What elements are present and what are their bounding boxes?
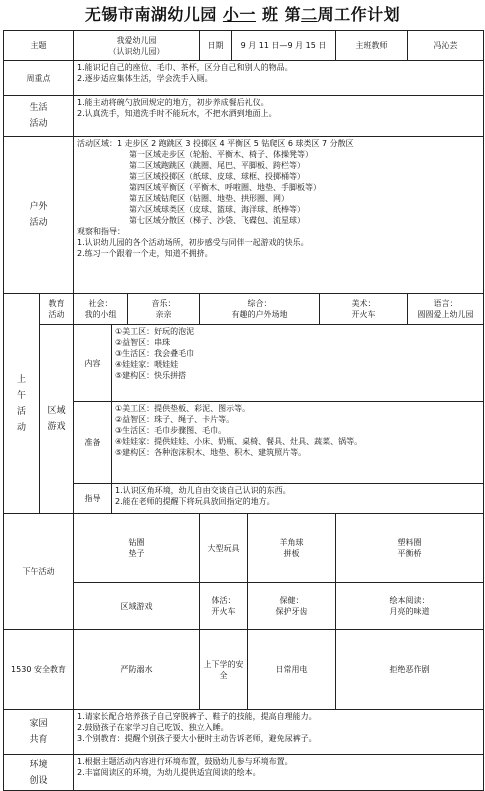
home-label-1: 家园 bbox=[29, 719, 48, 729]
title-di: 第 bbox=[284, 5, 302, 24]
life-line: 1.能主动将碗勺放回规定的地方，初步养成餐后礼仪。 bbox=[77, 98, 269, 107]
prep-line: ⑤建构区：各种泡沫积木、地垫、积木、建筑照片等。 bbox=[115, 448, 307, 457]
content-line: ⑤建构区：快乐拼搭 bbox=[115, 371, 187, 380]
title-week: 二 bbox=[301, 5, 318, 24]
info-row bbox=[4, 31, 484, 61]
edu-subject-topic: 开火车 bbox=[351, 310, 376, 319]
area-label bbox=[40, 325, 74, 514]
afternoon-label: 下午活动 bbox=[4, 514, 74, 630]
life-label-2: 活动 bbox=[29, 119, 48, 129]
outdoor-zone: 第一区域走步区（轮胎、平衡木、椅子、体操凳等） bbox=[129, 150, 313, 159]
safety-item: 严防溺水 bbox=[74, 630, 200, 710]
afternoon-cell-a: 大型玩具 bbox=[207, 543, 240, 553]
edu-subject bbox=[200, 294, 320, 325]
afternoon-cell-a: 羊角球 bbox=[279, 538, 304, 547]
teacher-label: 主班教师 bbox=[336, 31, 408, 61]
outdoor-zone: 第二区域跑跳区（跳圈、尾巴、平脚板、跨栏等） bbox=[129, 161, 305, 170]
morning-label bbox=[4, 294, 40, 514]
theme-line2: （认识幼儿园） bbox=[108, 46, 165, 56]
edu-subject-topic: 我的小组 bbox=[84, 310, 117, 319]
home-label-2: 共育 bbox=[29, 735, 48, 745]
afternoon-cell bbox=[200, 583, 248, 630]
plan-table bbox=[3, 30, 484, 791]
life-label-1: 生活 bbox=[29, 103, 48, 113]
edu-subject bbox=[320, 294, 408, 325]
afternoon-cell-b: 开火车 bbox=[211, 607, 236, 616]
outdoor-content bbox=[74, 137, 484, 294]
date-label: 日期 bbox=[200, 31, 232, 61]
outdoor-zone: 第三区域投掷区（纸球、皮球、球框、投掷桶等） bbox=[129, 172, 305, 181]
area-content bbox=[112, 325, 484, 402]
outdoor-intro: 活动区域：1 走步区 2 跑跳区 3 投掷区 4 平衡区 5 钻爬区 6 球类区 7 分散区 bbox=[77, 139, 354, 148]
afternoon-row-2 bbox=[4, 583, 484, 630]
afternoon-cell-b: 保护牙齿 bbox=[275, 607, 308, 616]
prep-line: ③生活区：毛巾步骤图、毛巾。 bbox=[115, 426, 227, 435]
outdoor-zone: 第五区域钻爬区（钻圈、地垫、拱形圈、网） bbox=[129, 194, 289, 203]
focus-row bbox=[4, 61, 484, 96]
guide-line: 2.能在老师的提醒下将玩具放回指定的地方。 bbox=[115, 497, 275, 506]
theme-line1: 我爱幼儿园 bbox=[116, 35, 157, 45]
edu-row bbox=[4, 294, 484, 325]
afternoon-cell-a: 钻圈 bbox=[128, 538, 145, 547]
edu-subject-name: 综合： bbox=[247, 299, 272, 308]
area-guide-row bbox=[4, 484, 484, 514]
outdoor-label-1: 户外 bbox=[29, 202, 48, 212]
area-content-row bbox=[4, 325, 484, 402]
content-line: ②益智区：串珠 bbox=[115, 338, 171, 347]
edu-subject bbox=[128, 294, 200, 325]
morning-label-char: 午 bbox=[16, 390, 26, 401]
outdoor-guide-line: 2.练习一个跟着一个走，知道不拥挤。 bbox=[77, 249, 213, 258]
edu-subject-name: 社会： bbox=[88, 299, 113, 308]
prep-line: ④娃娃家：提供娃娃、小床、奶瓶、桌椅、餐具、灶具、蔬菜、锅等。 bbox=[115, 437, 363, 446]
title-rest: 周工作计划 bbox=[317, 5, 401, 24]
afternoon-cell bbox=[248, 583, 336, 630]
afternoon-cell-b: 月亮的味道 bbox=[389, 607, 430, 616]
safety-item: 日常用电 bbox=[248, 630, 336, 710]
env-label-2: 创设 bbox=[29, 775, 48, 786]
area-label-1: 区域 bbox=[47, 406, 66, 416]
home-row bbox=[4, 710, 484, 755]
home-label bbox=[4, 710, 74, 755]
theme-value bbox=[74, 31, 200, 61]
area-guide bbox=[112, 484, 484, 514]
afternoon-cell-a: 体活： bbox=[211, 596, 236, 605]
home-line: 2.鼓励孩子在家学习自己吃饭、独立入睡。 bbox=[77, 723, 229, 732]
env-line: 1.根据主题活动内容进行环境布置，鼓励幼儿参与环境布置。 bbox=[77, 757, 293, 766]
afternoon-cell-a: 塑料圈 bbox=[397, 538, 422, 547]
afternoon-cell bbox=[248, 514, 336, 583]
focus-line: 2.逐步适应集体生活，学会洗手入厕。 bbox=[77, 74, 213, 83]
afternoon-cell bbox=[74, 583, 200, 630]
afternoon-cell-b: 拼板 bbox=[283, 549, 300, 558]
area-prep-row bbox=[4, 402, 484, 484]
theme-label: 主题 bbox=[4, 31, 74, 61]
afternoon-cell-a: 保健： bbox=[279, 596, 304, 605]
outdoor-label-2: 活动 bbox=[29, 218, 48, 228]
title-school: 无锡市南湖幼儿园 bbox=[84, 5, 217, 24]
page-title bbox=[0, 0, 485, 30]
afternoon-row-1 bbox=[4, 514, 484, 583]
edu-subject-topic: 有趣的户外场地 bbox=[231, 310, 288, 319]
outdoor-row bbox=[4, 137, 484, 294]
env-row bbox=[4, 755, 484, 791]
content-line: ④娃娃家：喂娃娃 bbox=[115, 360, 179, 369]
content-line: ③生活区：我会叠毛巾 bbox=[115, 349, 195, 358]
morning-label-char: 上 bbox=[16, 374, 26, 385]
home-line: 1.请家长配合培养孩子自己穿脱裤子、鞋子的技能，提高自理能力。 bbox=[77, 712, 317, 721]
edu-subject-topic: 圆圆爱上幼儿园 bbox=[417, 310, 474, 319]
date-value: 9 月 11 日—9 月 15 日 bbox=[232, 31, 336, 61]
area-prep bbox=[112, 402, 484, 484]
afternoon-cell bbox=[200, 514, 248, 583]
afternoon-cell-a: 绘本阅读： bbox=[389, 596, 430, 605]
focus-line: 1.能识记自己的座位、毛巾、茶杯，区分自己和别人的物品。 bbox=[77, 63, 293, 72]
afternoon-cell bbox=[336, 514, 484, 583]
life-label bbox=[4, 96, 74, 137]
guide-line: 1.认识区角环境，幼儿自由交谈自己认识的东西。 bbox=[115, 486, 291, 495]
afternoon-cell-b: 垫子 bbox=[128, 549, 145, 558]
safety-label: 1530 安全教育 bbox=[4, 630, 74, 710]
title-class: 小一 bbox=[222, 5, 256, 24]
home-line: 3.个别教育：提醒个别孩子要大小便时主动告诉老师，避免尿裤子。 bbox=[77, 734, 317, 743]
focus-content bbox=[74, 61, 484, 96]
afternoon-cell-a: 区域游戏 bbox=[120, 601, 153, 611]
afternoon-cell bbox=[336, 583, 484, 630]
env-content bbox=[74, 755, 484, 791]
outdoor-zone: 第六区域球类区（皮球、篮球、海洋球、纸棒等） bbox=[129, 205, 305, 214]
edu-subject-name: 语言： bbox=[433, 299, 458, 308]
safety-item: 拒绝恶作剧 bbox=[336, 630, 484, 710]
edu-label-2: 活动 bbox=[48, 310, 65, 319]
outdoor-zone: 第四区域平衡区（平衡木、呼啦圈、地垫、手脚板等） bbox=[129, 183, 321, 192]
env-line: 2.丰富阅读区的环境，为幼儿提供适宜阅读的绘本。 bbox=[77, 768, 261, 777]
morning-label-char: 活 bbox=[16, 406, 26, 417]
edu-subject-name: 音乐： bbox=[151, 299, 176, 308]
outdoor-guide-line: 1.认识幼儿园的各个活动场所，初步感受与同伴一起游戏的快乐。 bbox=[77, 238, 309, 247]
title-ban: 班 bbox=[262, 5, 279, 24]
focus-label: 周重点 bbox=[4, 61, 74, 96]
morning-label-char: 动 bbox=[16, 422, 26, 433]
prep-line: ②益智区：珠子、绳子、卡片等。 bbox=[115, 415, 235, 424]
safety-item: 上下学的安全 bbox=[200, 630, 248, 710]
edu-subject-name: 美术： bbox=[351, 299, 376, 308]
edu-label bbox=[40, 294, 74, 325]
outdoor-zone: 第七区域分散区（梯子、沙袋、飞碟包、流星球） bbox=[129, 216, 305, 225]
edu-subject-topic: 亲亲 bbox=[155, 310, 172, 319]
content-line: ①美工区：好玩的泡泥 bbox=[115, 327, 195, 336]
area-label-2: 游戏 bbox=[47, 422, 66, 432]
env-label bbox=[4, 755, 74, 791]
edu-subject bbox=[408, 294, 484, 325]
content-label: 内容 bbox=[74, 325, 112, 402]
afternoon-cell bbox=[74, 514, 200, 583]
prep-line: ①美工区：提供垫板、彩泥、图示等。 bbox=[115, 404, 251, 413]
afternoon-cell-b: 平衡桥 bbox=[397, 549, 422, 558]
guide-label: 指导 bbox=[74, 484, 112, 514]
life-line: 2.认真洗手，知道洗手时不能玩水，不把水洒到地面上。 bbox=[77, 109, 277, 118]
edu-label-1: 教育 bbox=[48, 299, 65, 308]
safety-row bbox=[4, 630, 484, 710]
env-label-1: 环境 bbox=[29, 759, 48, 770]
home-content bbox=[74, 710, 484, 755]
edu-subject bbox=[74, 294, 128, 325]
life-content bbox=[74, 96, 484, 137]
teacher-name: 冯沁芸 bbox=[408, 31, 484, 61]
outdoor-label bbox=[4, 137, 74, 294]
outdoor-guide-title: 观察和指导： bbox=[77, 227, 125, 236]
prep-label: 准备 bbox=[74, 402, 112, 484]
life-row bbox=[4, 96, 484, 137]
